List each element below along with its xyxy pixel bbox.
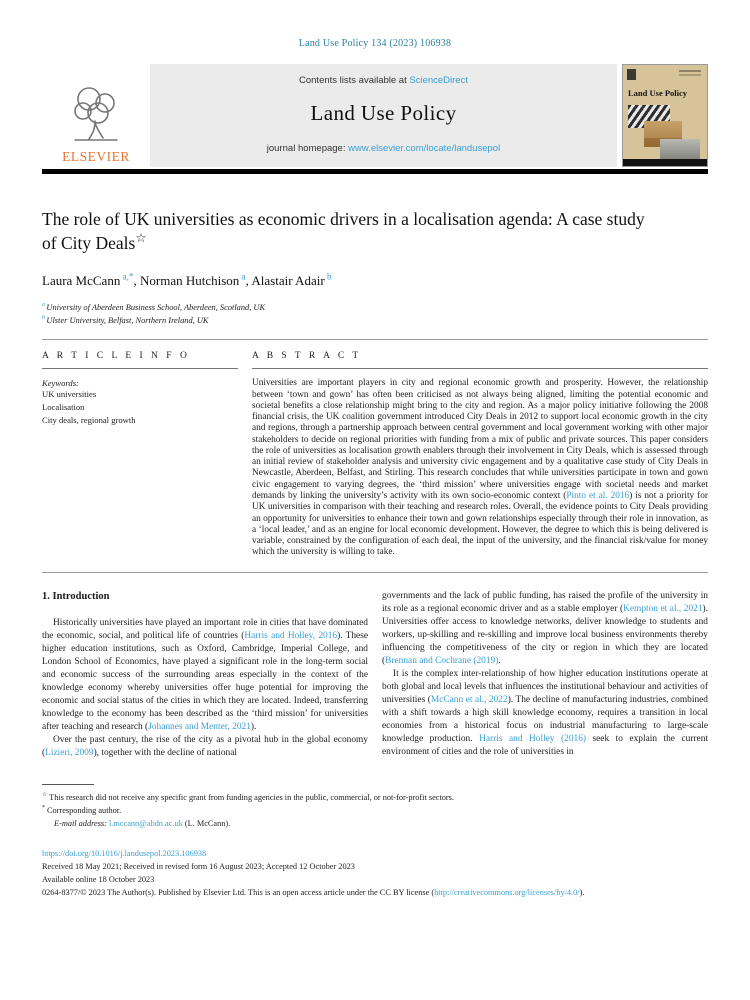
author-list[interactable]: Laura McCann $^{a,*}$, Norman Hutchison $^a$, Alastair Adair $^b$ — [42, 271, 332, 289]
cover-volume-marks — [679, 70, 701, 72]
journal-title: Land Use Policy — [310, 101, 457, 125]
affiliation-a: $^a$ University of Aberdeen Business School, Aberdeen, Scotland, UK — [42, 302, 266, 313]
paragraph: Historically universities have played an important role in cities that have dominated the economic, social, and political life of countries (Harris and Holley, 2016). These higher education institutions, such as Oxford, Cambridge, Imperial College, and London School of Economics, have played a significant role in the long-term social and economic success of the surrounding areas especially in the context of the knowledge economy whereby universities offer huge potential for improving the economic and social status of the cities in which they are located. Indeed, transferring knowledge to the economy has been described as the ‘third mission’ for universities after teaching and research (Johannes and Menter, 2021). — [42, 617, 369, 732]
elsevier-tree-icon — [67, 83, 125, 148]
abstract-heading: A B S T R A C T — [252, 351, 708, 369]
cover-logo-mark — [627, 69, 636, 80]
article-footer — [42, 847, 708, 900]
info-abstract-section — [42, 351, 708, 559]
journal-banner — [150, 64, 617, 167]
email-footnote[interactable]: E-mail address: l.mccann@abdn.ac.uk (L. McCann). — [54, 819, 231, 829]
cover-image-photo — [660, 139, 700, 160]
contents-line[interactable]: Contents lists available at ScienceDirect — [299, 75, 468, 86]
elsevier-logo[interactable] — [42, 64, 150, 167]
cover-bottom-band — [623, 159, 707, 166]
abstract-text: Universities are important players in city and regional economic growth and prosperity. However, the relationship between ‘town and gown’ has often been criticised as not always being aligned, limiting the potential economic and societal benefits a close relationship might bring to the city and region. As a major policy initiative following the 2008 financial crisis, the UK coalition government introduced City Deals in 2012 to support local economic growth in the city and regions, through a partnership approach between central government and local government working with other major stakeholders to decide on regional priorities with funding from a mix of public and private sources. This paper considers the role of universities as localisation growth enablers through their involvement in City Deals, which is assessed through an initial review of stakeholder analysis and university civic engagement and by a qualitative case study of City Deals in Newcastle, Aberdeen, Belfast, and Stirling. This research concludes that while universities participate in town and gown civic engagement to varying degrees, the ‘third mission’ where universities engage with societal needs and market demands by linking the university’s activity with its own socio-economic context (Pinto et al. 2016) is not a priority for UK universities in comparison with their teaching and research roles. Overall, the evidence points to City Deals providing an opportunity for universities to enhance their town and gown relationships especially through their role in innovation, as a ‘local leader,’ and as an engine for local economic development. However, the degree to which this is being delivered is variable, constrained by the configuration of each deal, the input of the university, and the financial risk/value for money which the university is willing to take. — [252, 378, 708, 558]
journal-page — [42, 0, 708, 900]
paragraph: governments and the lack of public funding, has raised the profile of the university in its role as a regional economic driver and as a stable employer (Kempton et al., 2021). Universities offer access to knowledge networks, deliver knowledge to students and workers, up-skilling and re-skilling and improve local business environments thereby influencing the competitiveness of the city or region in which they are located (Brennan and Cochrane (2019). — [382, 590, 708, 666]
introduction-section — [42, 590, 708, 760]
funding-footnote: ☆ This research did not receive any specific grant from funding agencies in the public, commercial, or not-for-profit sectors. — [42, 791, 454, 802]
paragraph: Over the past century, the rise of the city as a pivotal hub in the global economy (Lizieri, 2009), together with the decline of national — [42, 734, 368, 758]
divider — [42, 339, 708, 340]
journal-cover-thumbnail[interactable] — [622, 64, 708, 167]
article-info-heading: A R T I C L E I N F O — [42, 351, 238, 369]
left-column — [42, 590, 368, 760]
affiliations — [42, 301, 708, 327]
homepage-line[interactable]: journal homepage: www.elsevier.com/locate/landusepol — [266, 143, 501, 154]
right-column — [382, 590, 708, 760]
cover-title: Land Use Policy — [628, 88, 688, 98]
header-rule — [42, 169, 708, 174]
corresponding-author-footnote: * Corresponding author. — [42, 805, 122, 815]
elsevier-wordmark: ELSEVIER — [62, 149, 130, 164]
affiliation-b: $^b$ Ulster University, Belfast, Northern Ireland, UK — [42, 315, 209, 326]
article-title: The role of UK universities as economic drivers in a localisation agenda: A case study of City Deals☆ — [42, 208, 645, 254]
received-dates: Received 18 May 2021; Received in revised form 16 August 2023; Accepted 12 October 2023 — [42, 861, 355, 871]
section-heading: 1. Introduction — [42, 590, 110, 602]
keywords-label: Keywords: — [42, 378, 79, 389]
footnote-rule — [42, 784, 94, 785]
divider — [42, 572, 708, 573]
keyword: Localisation — [42, 402, 85, 413]
footnotes — [42, 784, 708, 831]
keyword: UK universities — [42, 389, 97, 400]
journal-header — [42, 64, 708, 167]
paragraph: It is the complex inter-relationship of how higher education institutions operate at both global and local levels that influences the institutional behaviour and activities of universities (McCann et al., 2022). The decline of manufacturing industries, combined with a shift towards a high skill knowledge economy, requires a transition in local economies from a historical focus on industrial manufacturing to large-scale knowledge production. Harris and Holley (2016) seek to explain the current environment of cities and the role of universities in — [382, 668, 708, 757]
doi-link[interactable]: https://doi.org/10.1016/j.landusepol.2023.106938 — [42, 848, 207, 858]
abstract-column — [252, 351, 708, 559]
article-info-column — [42, 351, 238, 559]
available-online: Available online 18 October 2023 — [42, 875, 155, 885]
copyright-license: 0264-8377/© 2023 The Author(s). Published by Elsevier Ltd. This is an open access article under the CC BY license (http://creativecommons.org/licenses/by/4.0/). — [42, 888, 585, 898]
keyword: City deals, regional growth — [42, 415, 136, 425]
running-head: Land Use Policy 134 (2023) 106938 — [298, 38, 452, 49]
